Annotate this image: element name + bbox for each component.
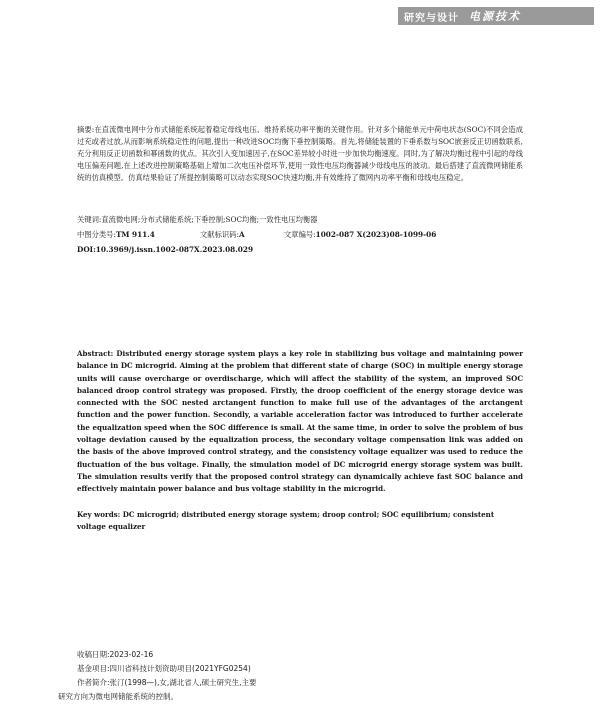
cn-keywords-text: 直流微电网;分布式储能系统;下垂控制;SOC均衡;一致性电压均衡器 bbox=[101, 215, 318, 224]
doi-label: DOI: bbox=[77, 245, 96, 254]
cn-doc-code bbox=[200, 230, 245, 240]
journal-name: 电源技术 bbox=[469, 10, 521, 23]
clc-value: TM 911.4 bbox=[115, 230, 155, 239]
chinese-abstract bbox=[77, 124, 523, 184]
cn-classification-row bbox=[77, 230, 155, 240]
cn-article-no bbox=[284, 230, 436, 240]
fund-info: 基金项目:四川省科技计划资助项目(2021YFG0254) bbox=[77, 664, 251, 673]
article-no-label: 文章编号: bbox=[284, 230, 316, 239]
clc-label: 中图分类号: bbox=[77, 230, 116, 239]
received-date: 收稿日期:2023-02-16 bbox=[77, 650, 154, 659]
section-title: 研究与设计 bbox=[404, 12, 459, 24]
doi-value: 10.3969/j.issn.1002-087X.2023.08.029 bbox=[95, 245, 254, 254]
en-abstract-text: Distributed energy storage system plays a key role in stabilizing bus voltage and maintaining power balance in DC microgrid. Aiming at the problem that different state of charge (SOC) in multiple energy storage units will cause overcharge or overdischarge, which will affect the stability of the system, an improved SOC balanced droop control strategy was proposed. Firstly, the droop coefficient of the energy storage device was connected with the SOC nested arctangent function to make full use of the advantages of the arctangent function and the power function. Secondly, a variable acceleration factor was introduced to further accelerate the equalization speed when the SOC difference is small. At the same time, in order to solve the problem of bus voltage deviation caused by the equalization process, the secondary voltage compensation link was added on the basis of the above improved control strategy, and the consistency voltage equalizer was used to reduce the fluctuation of the bus voltage. Finally, the simulation model of DC microgrid energy storage system was built. The simulation results verify that the proposed control strategy can dynamically achieve fast SOC balance and effectively maintain power balance and bus voltage stability in the microgrid. bbox=[77, 349, 523, 494]
doi-line bbox=[77, 245, 253, 254]
en-abstract-label: Abstract: bbox=[77, 349, 114, 358]
cn-abstract-text: 在直流微电网中分布式储能系统起着稳定母线电压、维持系统功率平衡的关键作用。针对多个储能单元中荷电状态(SOC)不同会造成过充或者过放,从而影响系统稳定性的问题,提出一种改进SOC均衡下垂控制策略。首先,将储能装置的下垂系数与SOC嵌套反正切函数联系,充分利用反正切函数和幂函数的优点。其次引入变加速因子,在SOC差异较小时进一步加快均衡速度。同时,为了解决均衡过程中引起的母线电压偏差问题,在上述改进控制策略基础上增加二次电压补偿环节,使用一致性电压均衡器减少母线电压的波动。最后搭建了直流微网储能系统的仿真模型。仿真结果验证了所提控制策略可以动态实现SOC快速均衡,并有效维持了微网内功率平衡和母线电压稳定。 bbox=[77, 125, 523, 182]
journal-header-band bbox=[398, 7, 594, 25]
cn-abstract-label: 摘要: bbox=[77, 125, 95, 134]
author-info-line1: 作者简介:张汀(1998—),女,湖北省人,硕士研究生,主要 bbox=[77, 678, 257, 687]
cn-keywords bbox=[77, 215, 317, 225]
english-keywords bbox=[77, 509, 523, 534]
en-keywords-label: Key words: bbox=[77, 510, 121, 519]
english-abstract bbox=[77, 348, 523, 496]
doc-code-value: A bbox=[238, 230, 245, 239]
article-no-value: 1002-087 X(2023)08-1099-06 bbox=[315, 230, 437, 239]
cn-keywords-label: 关键词: bbox=[77, 215, 102, 224]
doc-code-label: 文献标识码: bbox=[200, 230, 239, 239]
author-info-line2: 研究方向为微电网储能系统的控制。 bbox=[58, 692, 178, 701]
en-keywords-text: DC microgrid; distributed energy storage system; droop control; SOC equilibrium; consistent voltage equalizer bbox=[77, 510, 495, 532]
